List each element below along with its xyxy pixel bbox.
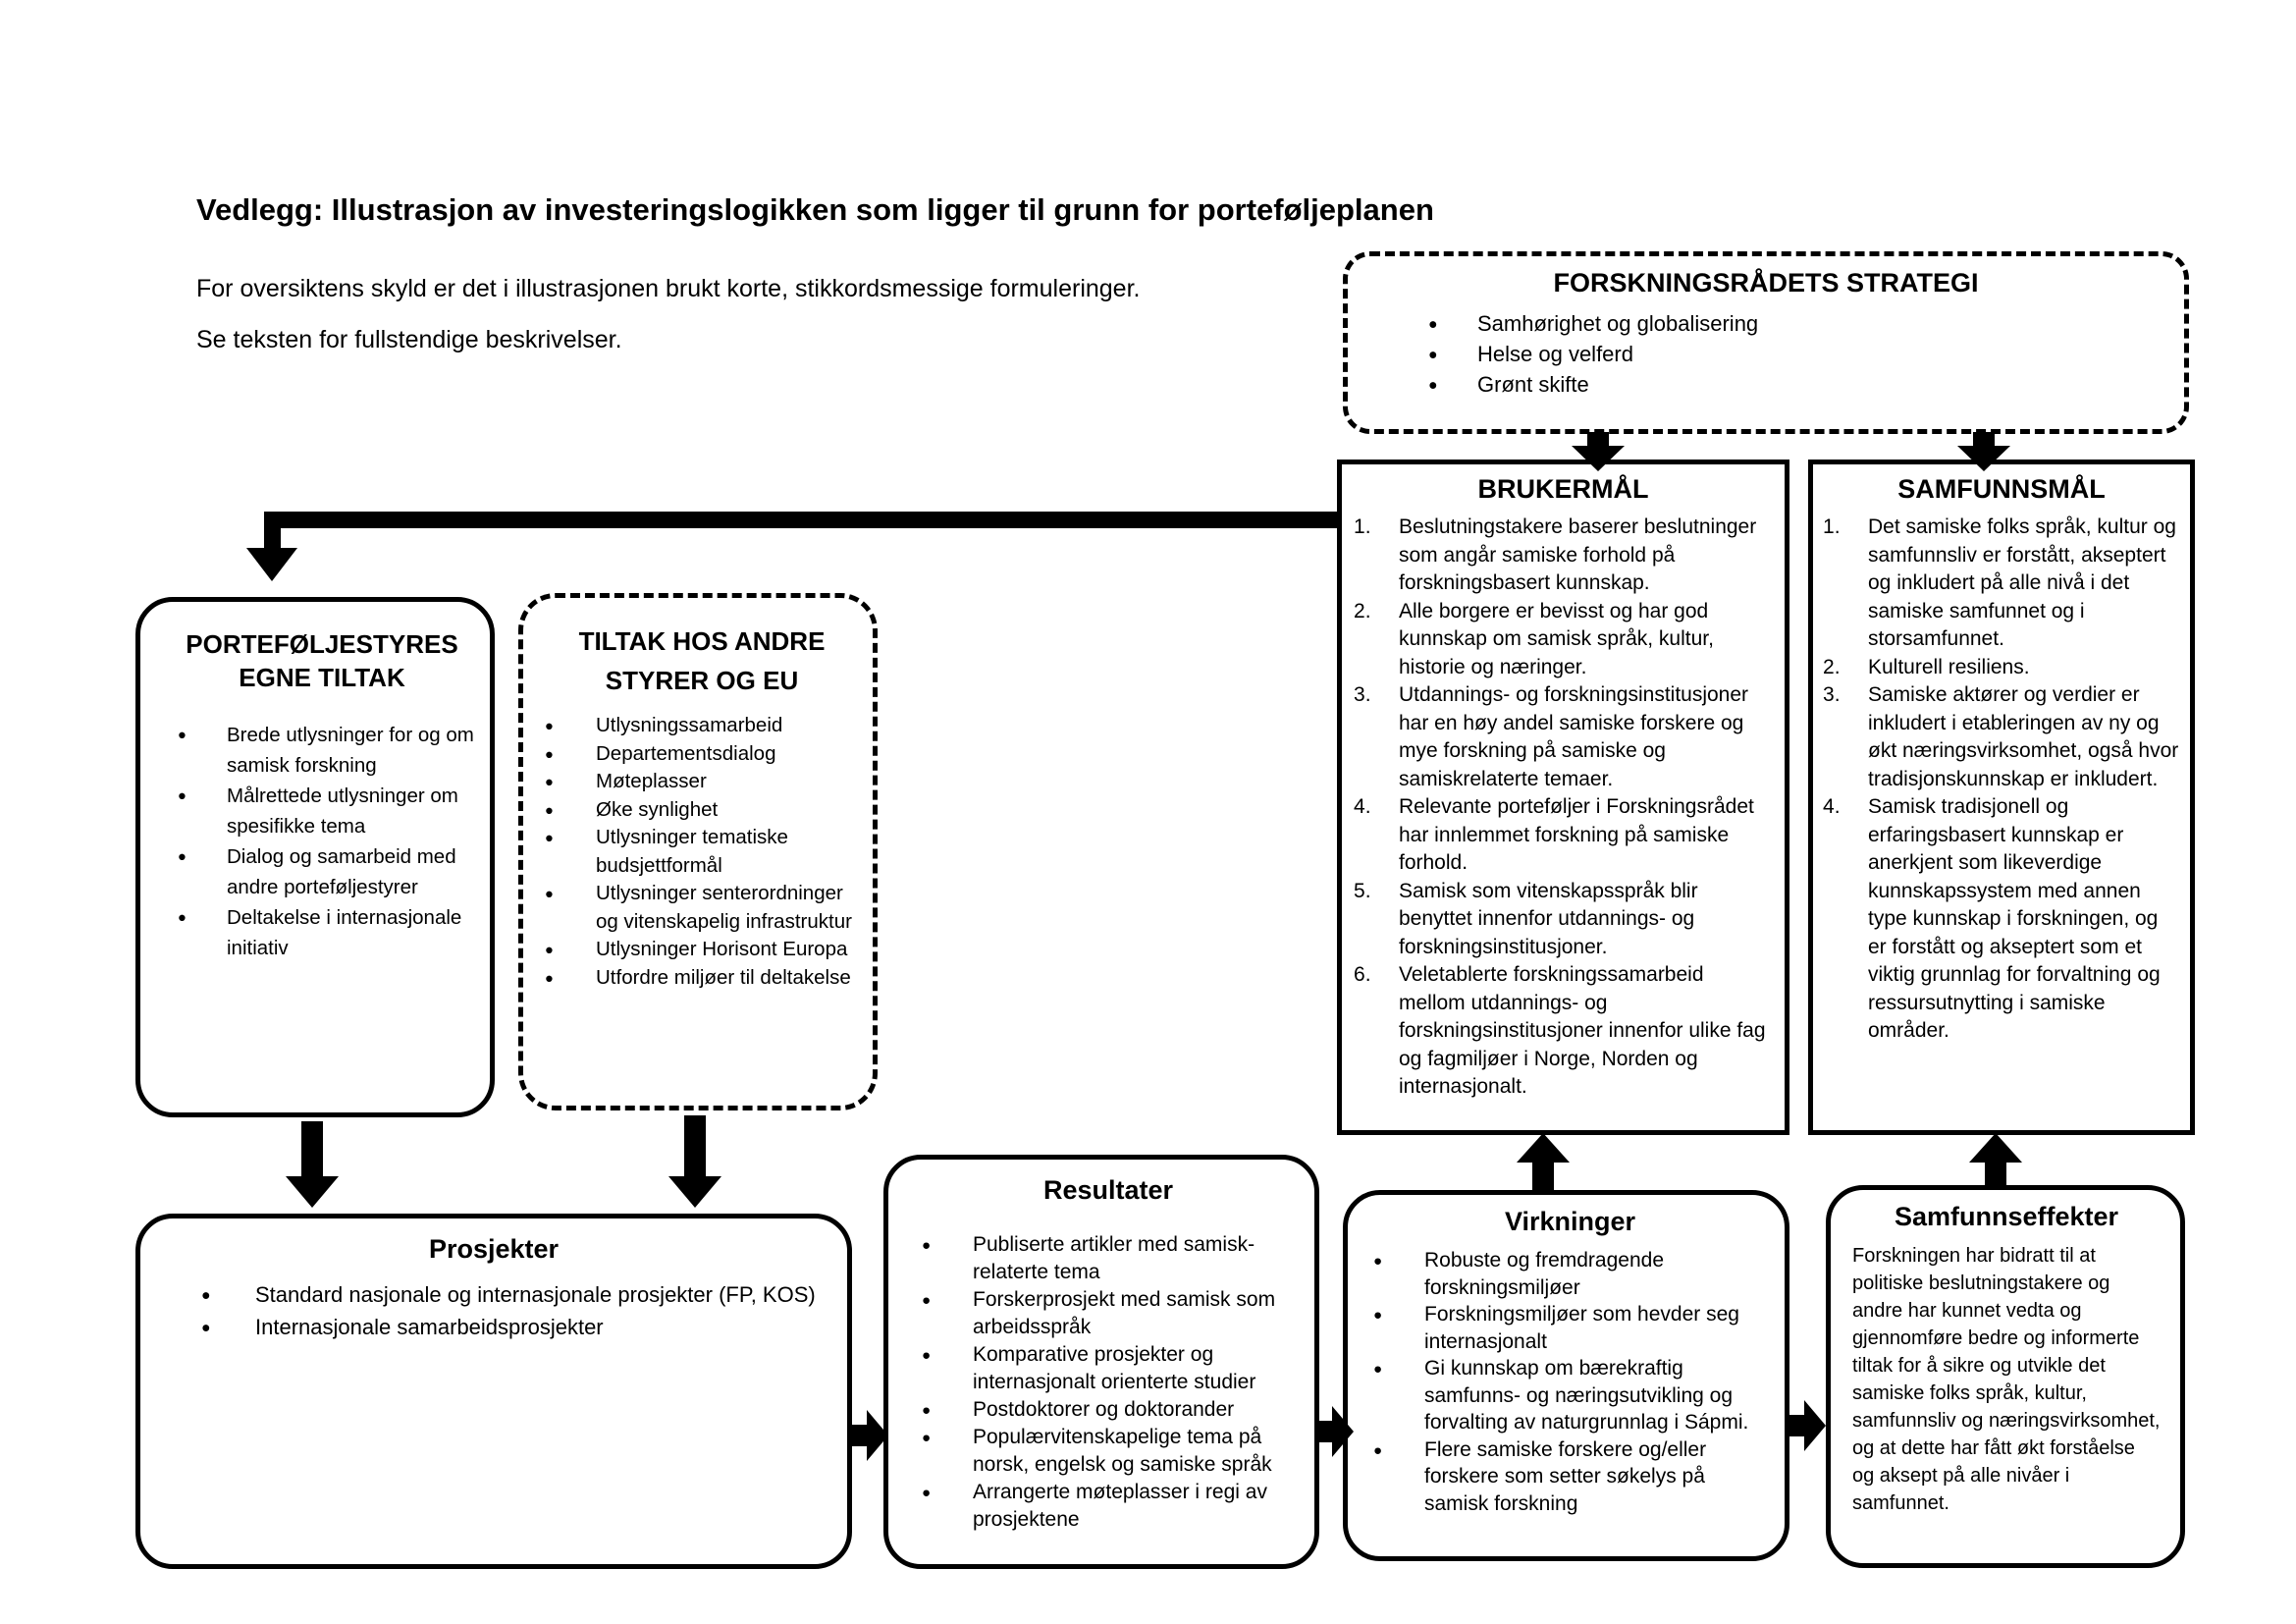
list-item: Veletablerte forskningssamarbeid mellom utdannings- og forskningsinstitusjoner innenfor ulike fag og fagmiljøer i Norge, Norden og internasjonalt. <box>1399 963 1766 1098</box>
list-item: ● Komparative prosjekter og internasjonalt orienterte studier <box>922 1341 1299 1396</box>
virkninger-to-seffekter-arrow-stem <box>1789 1415 1804 1436</box>
list-item: ● Populærvitenskapelige tema på norsk, engelsk og samiske språk <box>922 1424 1299 1479</box>
list-item: Samiske aktører og verdier er inkludert i etableringen av ny og økt næringsvirksomhet, også hvor tradisjonskunnskap er inkludert. <box>1868 683 2179 790</box>
list-item: ● Brede utlysninger for og om samisk forskning <box>178 720 476 781</box>
list-item: ● Grønt skifte <box>1428 369 2184 400</box>
list-item: ● Deltakelse i internasjonale initiativ <box>178 902 476 963</box>
egne-tiltak-title: PORTEFØLJESTYRES EGNE TILTAK <box>186 629 458 692</box>
list-item: ● Robuste og fremdragende forskningsmiljøer <box>1373 1247 1769 1301</box>
virkninger-title: Virkninger <box>1504 1207 1636 1236</box>
prosjekter-list <box>201 1278 828 1343</box>
subtitle-line-1: For oversiktens skyld er det i illustrasjonen brukt korte, stikkordsmessige formuleringer. <box>196 275 1141 302</box>
egne-to-prosjekter-arrow-stem <box>301 1121 323 1176</box>
list-item: ● Postdoktorer og doktorander <box>922 1396 1299 1424</box>
page-subtitle <box>196 263 1140 365</box>
samfunnsmal-title: SAMFUNNSMÅL <box>1897 474 2106 504</box>
list-item: Utdannings- og forskningsinstitusjoner har en høy andel samiske forskere og mye forskning på samiske og samiskrelaterte temaer. <box>1399 683 1749 790</box>
egne-tiltak-box <box>135 597 495 1117</box>
feedback-arrow-down-head-icon <box>246 548 297 581</box>
resultater-title: Resultater <box>1042 1175 1174 1205</box>
samfunnseffekter-body: Forskningen har bidratt til at politiske beslutningstakere og andre har kunnet vedta og gjennomføre bedre og informerte tiltak for å sikre og utvikle det samiske folks språk, kultur, samfunnsliv og næringsvirksomhet, og at dette har fått økt forståelse og aksept på alle nivåer i samfunnet. <box>1852 1245 2161 1514</box>
virkninger-to-brukermal-arrow-head-icon <box>1517 1133 1570 1163</box>
strategy-box <box>1343 251 2189 434</box>
andre-tiltak-title: TILTAK HOS ANDRE STYRER OG EU <box>578 626 826 695</box>
list-item: ● Utlysninger senterordninger og vitenskapelig infrastruktur <box>545 880 861 936</box>
prosjekter-to-resultater-arrow-stem <box>850 1425 867 1446</box>
list-item: ● Møteplasser <box>545 768 861 796</box>
andre-to-prosjekter-arrow-stem <box>684 1115 706 1176</box>
subtitle-line-2: Se teksten for fullstendige beskrivelser. <box>196 326 622 353</box>
virkninger-box <box>1343 1190 1789 1561</box>
list-item: ● Dialog og samarbeid med andre porteføljestyrer <box>178 841 476 902</box>
prosjekter-box <box>135 1214 852 1569</box>
list-item: ● Arrangerte møteplasser i regi av prosjektene <box>922 1479 1299 1534</box>
samfunnseffekter-box <box>1826 1185 2185 1568</box>
list-item: ● Flere samiske forskere og/eller forskere som setter søkelys på samisk forskning <box>1373 1436 1769 1518</box>
list-item: Alle borgere er bevisst og har god kunnskap om samisk språk, kultur, historie og næringer. <box>1399 599 1714 678</box>
resultater-to-virkninger-arrow-head-icon <box>1332 1406 1354 1457</box>
resultater-list <box>922 1231 1299 1534</box>
samfunnsmal-box <box>1808 460 2195 1135</box>
strategy-to-samfunnsmal-arrow-stem <box>1973 432 1995 446</box>
strategy-title: FORSKNINGSRÅDETS STRATEGI <box>1553 268 1979 298</box>
list-item: ● Gi kunnskap om bærekraftig samfunns- og næringsutvikling og forvalting av naturgrunnlag i Sápmi. <box>1373 1355 1769 1436</box>
resultater-box <box>883 1155 1319 1569</box>
list-item: Samisk som vitenskapsspråk blir benyttet innenfor utdannings- og forskningsinstitusjoner. <box>1399 879 1698 958</box>
samfunnsmal-list <box>1823 514 2180 1046</box>
list-item: Kulturell resiliens. <box>1868 655 2030 678</box>
list-item: Samisk tradisjonell og erfaringsbasert kunnskap er anerkjent som likeverdige kunnskapssystem med annen type kunnskap i forskningen, og er forstått og akseptert som et viktig grunnlag for forvaltning og ressursutnytting i samiske områder. <box>1868 795 2161 1042</box>
resultater-to-virkninger-arrow-stem <box>1318 1421 1332 1442</box>
list-item: ● Forskerprosjekt med samisk som arbeidsspråk <box>922 1286 1299 1341</box>
list-item: ● Utfordre miljøer til deltakelse <box>545 964 861 993</box>
page-title: Vedlegg: Illustrasjon av investeringslogikken som ligger til grunn for porteføljeplanen <box>196 192 1434 227</box>
list-item: ● Utlysningssamarbeid <box>545 712 861 740</box>
strategy-to-brukermal-arrow-head-icon <box>1572 446 1625 471</box>
virkninger-to-brukermal-arrow-stem <box>1532 1163 1554 1190</box>
list-item: ● Utlysninger tematiske budsjettformål <box>545 824 861 880</box>
list-item: ● Departementsdialog <box>545 740 861 769</box>
list-item: ● Helse og velferd <box>1428 339 2184 369</box>
virkninger-to-seffekter-arrow-head-icon <box>1804 1400 1826 1451</box>
virkninger-list <box>1373 1247 1769 1517</box>
strategy-list <box>1428 308 2184 400</box>
list-item: ● Utlysninger Horisont Europa <box>545 936 861 964</box>
prosjekter-title: Prosjekter <box>428 1234 560 1264</box>
list-item: ● Forskningsmiljøer som hevder seg internasjonalt <box>1373 1301 1769 1355</box>
brukermal-box <box>1337 460 1789 1135</box>
list-item: Det samiske folks språk, kultur og samfunnsliv er forstått, akseptert og inkludert på alle nivå i det samiske samfunnet og i storsamfunnet. <box>1868 515 2176 650</box>
list-item: ● Internasjonale samarbeidsprosjekter <box>201 1311 828 1343</box>
strategy-to-brukermal-arrow-stem <box>1587 432 1609 446</box>
list-item: ● Øke synlighet <box>545 796 861 825</box>
seffekter-to-samfunnsmal-arrow-head-icon <box>1969 1133 2022 1163</box>
brukermal-list <box>1354 514 1773 1102</box>
andre-to-prosjekter-arrow-head-icon <box>668 1176 721 1208</box>
andre-tiltak-box <box>518 593 878 1110</box>
egne-to-prosjekter-arrow-head-icon <box>286 1176 339 1208</box>
strategy-to-samfunnsmal-arrow-head-icon <box>1957 446 2010 471</box>
list-item: ● Publiserte artikler med samisk-relaterte tema <box>922 1231 1299 1286</box>
list-item: ● Standard nasjonale og internasjonale prosjekter (FP, KOS) <box>201 1278 828 1311</box>
list-item: Beslutningstakere baserer beslutninger som angår samiske forhold på forskningsbasert kunnskap. <box>1399 515 1757 594</box>
list-item: ● Målrettede utlysninger om spesifikke tema <box>178 781 476 841</box>
list-item: Relevante porteføljer i Forskningsrådet har innlemmet forskning på samiske forhold. <box>1399 795 1754 874</box>
list-item: ● Samhørighet og globalisering <box>1428 308 2184 339</box>
samfunnseffekter-title: Samfunnseffekter <box>1894 1202 2119 1231</box>
feedback-arrow-horizontal-stem <box>264 512 1337 528</box>
andre-tiltak-list <box>545 712 861 992</box>
brukermal-title: BRUKERMÅL <box>1477 474 1649 504</box>
feedback-arrow-vertical-stem <box>264 512 281 548</box>
seffekter-to-samfunnsmal-arrow-stem <box>1985 1163 2006 1190</box>
egne-tiltak-list <box>178 720 476 963</box>
prosjekter-to-resultater-arrow-head-icon <box>867 1410 888 1461</box>
